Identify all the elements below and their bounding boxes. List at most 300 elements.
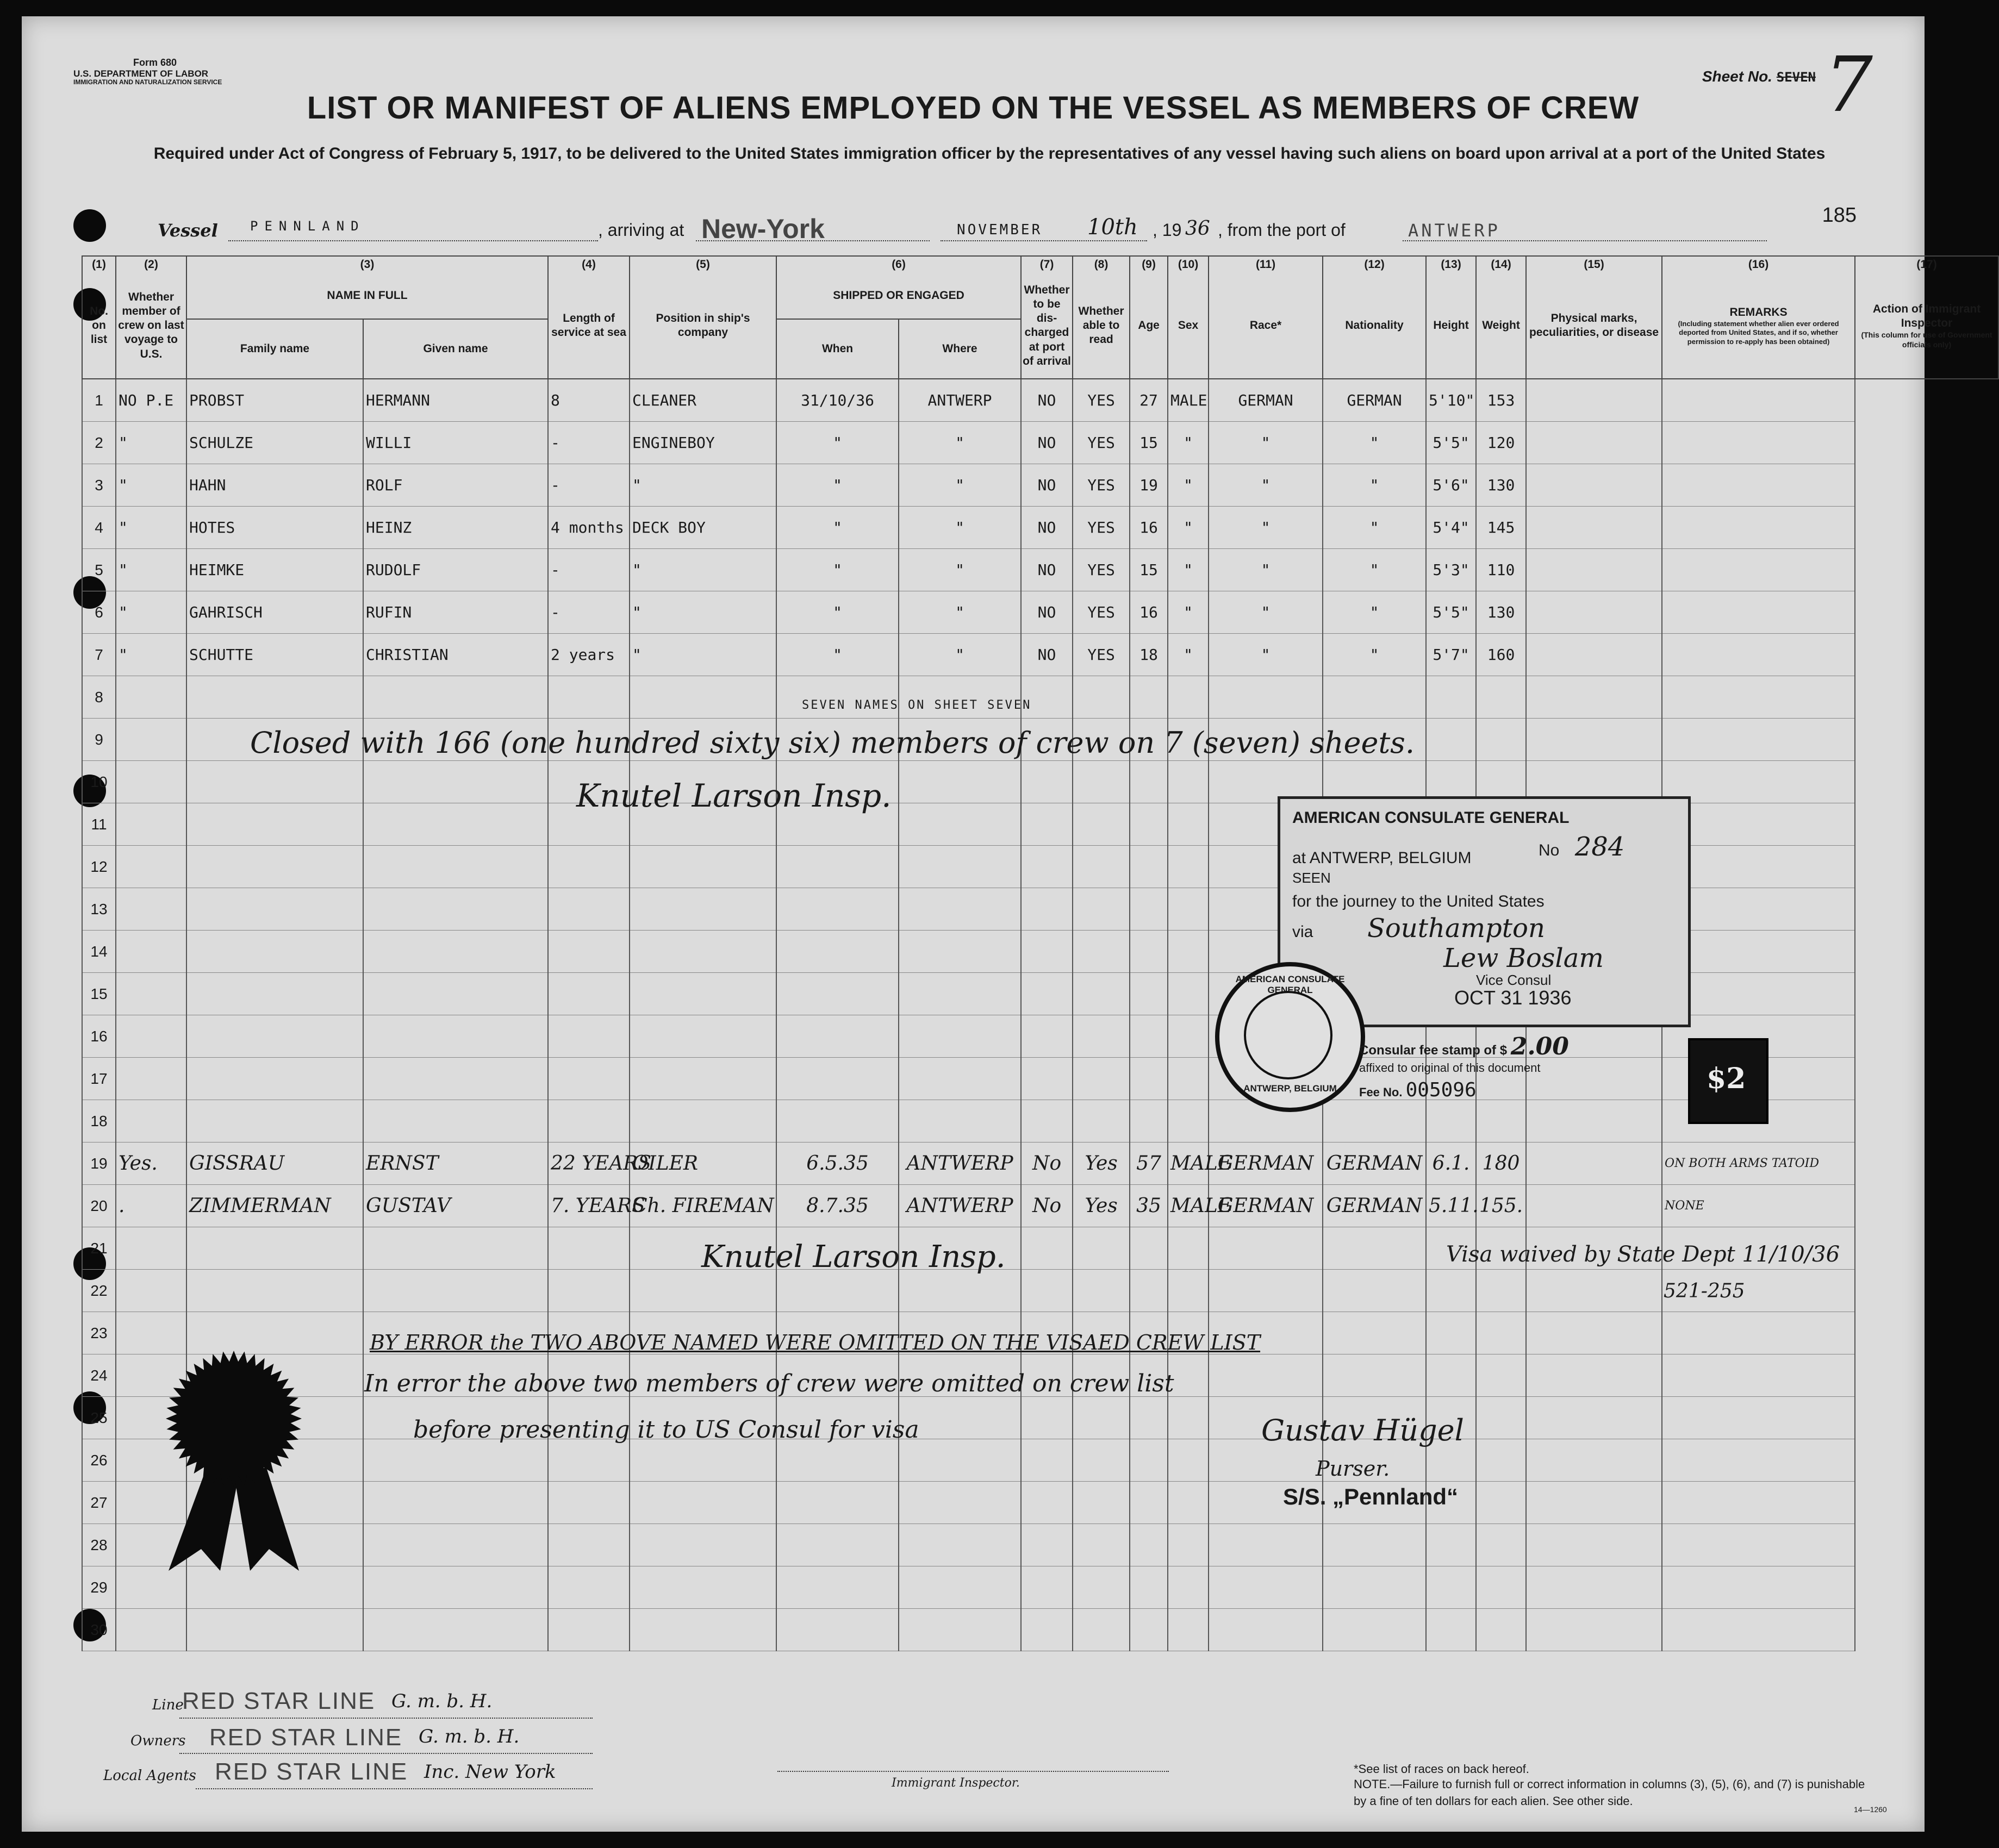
- cell-where: [899, 803, 1021, 846]
- cell-prev: [116, 973, 186, 1015]
- cell-position: [630, 846, 776, 888]
- col-13-num: (13): [1426, 256, 1476, 273]
- cell-height: [1426, 676, 1476, 719]
- cell-position: [630, 1015, 776, 1058]
- cell-height: [1426, 719, 1476, 761]
- cell-when: [776, 1439, 899, 1482]
- cell-age: [1130, 1227, 1168, 1270]
- seal-text-bottom: ANTWERP, BELGIUM: [1243, 1083, 1337, 1094]
- cell-when: 6.5.35: [776, 1142, 899, 1185]
- cell-marks: [1526, 719, 1662, 761]
- cell-sex: [1168, 1439, 1209, 1482]
- cell-remarks: [1662, 1482, 1855, 1524]
- cell-sex: [1168, 931, 1209, 973]
- cell-remarks: [1662, 1566, 1855, 1609]
- cell-position: [630, 1439, 776, 1482]
- cell-read: [1073, 1015, 1130, 1058]
- cell-where: [899, 888, 1021, 931]
- col-3-label: NAME IN FULL: [186, 273, 548, 319]
- cell-position: [630, 888, 776, 931]
- cell-sex: [1168, 846, 1209, 888]
- cell-age: 15: [1130, 422, 1168, 464]
- cell-prev: ": [116, 591, 186, 634]
- see-list-note: *See list of races on back hereof.: [1354, 1762, 1529, 1776]
- cell-read: [1073, 1058, 1130, 1100]
- table-row: [82, 846, 1998, 888]
- table-row: [82, 931, 1998, 973]
- cell-read: [1073, 1609, 1130, 1651]
- cell-given: [363, 1270, 548, 1312]
- cell-discharged: [1021, 1397, 1073, 1439]
- col-9-label: Age: [1130, 273, 1168, 379]
- cell-family: [186, 1227, 363, 1270]
- cell-read: [1073, 888, 1130, 931]
- cell-height: [1426, 1524, 1476, 1566]
- cell-remarks: [1662, 1439, 1855, 1482]
- cell-remarks: [1662, 846, 1855, 888]
- cell-discharged: [1021, 1482, 1073, 1524]
- cell-when: [776, 1015, 899, 1058]
- row-number: 12: [82, 846, 116, 888]
- cell-age: [1130, 1566, 1168, 1609]
- cell-race: [1209, 1270, 1323, 1312]
- cell-where: ANTWERP: [899, 1142, 1021, 1185]
- line-hand: G. m. b. H.: [391, 1690, 493, 1712]
- form-number: Form 680: [133, 57, 177, 68]
- consulate-no-label: No: [1539, 841, 1560, 859]
- cell-marks: [1526, 1185, 1662, 1227]
- cell-sex: MALE: [1168, 379, 1209, 422]
- cell-sex: [1168, 1524, 1209, 1566]
- year-prefix: , 19: [1153, 220, 1182, 240]
- vessel-line: [158, 220, 218, 241]
- cell-marks: [1526, 634, 1662, 676]
- cell-position: [630, 1058, 776, 1100]
- cell-where: ": [899, 507, 1021, 549]
- cell-given: [363, 803, 548, 846]
- col-7-num: (7): [1021, 256, 1073, 273]
- cell-when: ": [776, 507, 899, 549]
- cell-read: [1073, 1227, 1130, 1270]
- sheet-value: SEVEN: [1776, 70, 1816, 85]
- col-7-label: Whether to be dis-charged at port of arrival: [1021, 273, 1073, 379]
- cell-when: ": [776, 464, 899, 507]
- col-6-num: (6): [776, 256, 1021, 273]
- col-16-header: [1662, 273, 1855, 379]
- cell-discharged: [1021, 803, 1073, 846]
- col-12-num: (12): [1323, 256, 1426, 273]
- col-12-label: Nationality: [1323, 273, 1426, 379]
- cell-age: [1130, 1524, 1168, 1566]
- cell-marks: [1526, 464, 1662, 507]
- vessel-name: PENNLAND: [250, 218, 365, 234]
- agents-value: RED STAR LINE: [215, 1758, 408, 1785]
- cell-given: [363, 888, 548, 931]
- cell-where: [899, 973, 1021, 1015]
- vessel-label: Vessel: [158, 220, 218, 241]
- arriving-port: New-York: [701, 214, 825, 244]
- cell-position: [630, 1270, 776, 1312]
- cell-position: ": [630, 549, 776, 591]
- col-4-num: (4): [548, 256, 630, 273]
- cell-given: RUFIN: [363, 591, 548, 634]
- cell-remarks: [1662, 464, 1855, 507]
- col-1-num: (1): [82, 256, 116, 273]
- fee-no-label: Fee No.: [1359, 1085, 1403, 1099]
- table-row: [82, 1566, 1998, 1609]
- cell-race: ": [1209, 634, 1323, 676]
- cell-discharged: NO: [1021, 634, 1073, 676]
- cell-read: [1073, 1439, 1130, 1482]
- cell-marks: [1526, 1142, 1662, 1185]
- cell-sex: [1168, 761, 1209, 803]
- cell-sex: ": [1168, 549, 1209, 591]
- cell-prev: [116, 931, 186, 973]
- col-17-label: Action of Immigrant Inspector: [1872, 302, 1981, 329]
- penalty-note: NOTE.—Failure to furnish full or correct information in columns (3), (5), (6), and (7) is punishable by a fine of ten dollars for each alien. See other side.: [1354, 1777, 1865, 1808]
- cell-race: [1209, 1524, 1323, 1566]
- cell-remarks: [1662, 1312, 1855, 1354]
- cell-position: [630, 676, 776, 719]
- cell-weight: [1476, 1270, 1526, 1312]
- row-number: 7: [82, 634, 116, 676]
- sheet-label: Sheet No.: [1702, 68, 1772, 85]
- fee-label: Consular fee stamp of $: [1359, 1043, 1508, 1058]
- vice-consul-title: Vice Consul: [1476, 972, 1552, 988]
- cell-read: YES: [1073, 634, 1130, 676]
- col-17-num: (17): [1855, 256, 1998, 273]
- cell-where: ": [899, 634, 1021, 676]
- cell-when: [776, 1609, 899, 1651]
- col-6-sub-when: When: [776, 319, 899, 379]
- consulate-seal-stamp: [1215, 962, 1365, 1112]
- department: U.S. DEPARTMENT OF LABOR: [73, 68, 209, 79]
- row-number: 8: [82, 676, 116, 719]
- fee-stamp-value: $2: [1707, 1062, 1746, 1095]
- cell-given: ROLF: [363, 464, 548, 507]
- col-15-label: Physical marks, peculiarities, or disease: [1526, 273, 1662, 379]
- cell-family: ZIMMERMAN: [186, 1185, 363, 1227]
- cell-given: [363, 1227, 548, 1270]
- cell-age: [1130, 973, 1168, 1015]
- cell-service: 8: [548, 379, 630, 422]
- cell-age: [1130, 1482, 1168, 1524]
- col-6-sub-where: Where: [899, 319, 1021, 379]
- row-number: 19: [82, 1142, 116, 1185]
- cell-race: ": [1209, 549, 1323, 591]
- col-9-num: (9): [1130, 256, 1168, 273]
- cell-position: [630, 1482, 776, 1524]
- cell-nationality: GERMAN: [1323, 379, 1426, 422]
- cell-race: [1209, 1354, 1323, 1397]
- row-number: 3: [82, 464, 116, 507]
- cell-where: [899, 1270, 1021, 1312]
- cell-position: ": [630, 591, 776, 634]
- cell-nationality: [1323, 1270, 1426, 1312]
- cell-sex: ": [1168, 591, 1209, 634]
- arriving-label: , arriving at: [598, 220, 684, 240]
- cell-when: 31/10/36: [776, 379, 899, 422]
- cell-marks: [1526, 1609, 1662, 1651]
- cell-prev: [116, 803, 186, 846]
- cell-where: [899, 676, 1021, 719]
- cell-discharged: [1021, 888, 1073, 931]
- cell-race: ": [1209, 464, 1323, 507]
- cell-read: [1073, 846, 1130, 888]
- in-error-note-2: before presenting it to US Consul for visa: [413, 1416, 919, 1444]
- table-row: [82, 676, 1998, 719]
- sheet-number: [1702, 68, 1816, 85]
- purser-signature: Gustav Hügel: [1261, 1413, 1464, 1447]
- form-code: 14—1260: [1854, 1805, 1887, 1814]
- cell-sex: MALE: [1168, 1185, 1209, 1227]
- cell-service: [548, 1482, 630, 1524]
- cell-sex: [1168, 803, 1209, 846]
- cell-service: 2 years: [548, 634, 630, 676]
- col-16-num: (16): [1662, 256, 1855, 273]
- seal-text-top: AMERICAN CONSULATE GENERAL: [1235, 974, 1345, 995]
- cell-age: 15: [1130, 549, 1168, 591]
- cell-service: -: [548, 549, 630, 591]
- cell-position: CLEANER: [630, 379, 776, 422]
- cell-marks: [1526, 1270, 1662, 1312]
- arrival-month: NOVEMBER: [957, 222, 1043, 238]
- cell-given: [363, 1609, 548, 1651]
- page-subtitle: Required under Act of Congress of February 5, 1917, to be delivered to the United States immigration officer by the representatives of any vessel having such aliens on board upon arrival at a port of the United States: [153, 145, 1826, 163]
- cell-remarks: [1662, 549, 1855, 591]
- cell-height: 6.1.: [1426, 1142, 1476, 1185]
- cell-remarks: [1662, 591, 1855, 634]
- cell-service: [548, 1227, 630, 1270]
- table-row: [82, 591, 1998, 634]
- cell-given: [363, 1100, 548, 1142]
- cell-where: [899, 1015, 1021, 1058]
- cell-remarks: [1662, 634, 1855, 676]
- cell-service: [548, 1609, 630, 1651]
- cell-remarks: [1662, 888, 1855, 931]
- col-3-sub-family: Family name: [186, 319, 363, 379]
- row-number: 6: [82, 591, 116, 634]
- col-10-label: Sex: [1168, 273, 1209, 379]
- cell-read: [1073, 1566, 1130, 1609]
- row-number: 28: [82, 1524, 116, 1566]
- cell-given: RUDOLF: [363, 549, 548, 591]
- cell-height: [1426, 1312, 1476, 1354]
- cell-family: [186, 973, 363, 1015]
- cell-where: ": [899, 591, 1021, 634]
- cell-position: ": [630, 464, 776, 507]
- cell-given: [363, 1015, 548, 1058]
- table-row: [82, 1524, 1998, 1566]
- owners-label: Owners: [130, 1733, 186, 1749]
- row-number: 1: [82, 379, 116, 422]
- cell-weight: [1476, 1439, 1526, 1482]
- col-14-num: (14): [1476, 256, 1526, 273]
- col-10-num: (10): [1168, 256, 1209, 273]
- cell-weight: 180: [1476, 1142, 1526, 1185]
- consulate-location: at ANTWERP, BELGIUM: [1292, 849, 1472, 867]
- cell-remarks: [1662, 719, 1855, 761]
- cell-nationality: [1323, 1566, 1426, 1609]
- cell-nationality: [1323, 1100, 1426, 1142]
- cell-when: [776, 888, 899, 931]
- cell-where: ": [899, 464, 1021, 507]
- table-row: [82, 464, 1998, 507]
- cell-family: HAHN: [186, 464, 363, 507]
- cell-weight: [1476, 1609, 1526, 1651]
- cell-read: [1073, 1524, 1130, 1566]
- cell-read: YES: [1073, 464, 1130, 507]
- cell-sex: [1168, 1015, 1209, 1058]
- eagle-icon: [1244, 991, 1332, 1079]
- cell-given: [363, 1524, 548, 1566]
- col-15-num: (15): [1526, 256, 1662, 273]
- cell-discharged: No: [1021, 1185, 1073, 1227]
- cell-prev: [116, 1270, 186, 1312]
- cell-nationality: GERMAN: [1323, 1185, 1426, 1227]
- cell-service: [548, 1015, 630, 1058]
- cell-read: [1073, 676, 1130, 719]
- cell-height: 5'6": [1426, 464, 1476, 507]
- cell-sex: [1168, 973, 1209, 1015]
- cell-age: [1130, 1609, 1168, 1651]
- col-3-sub-given: Given name: [363, 319, 548, 379]
- cell-height: [1426, 1609, 1476, 1651]
- table-row: [82, 1482, 1998, 1524]
- table-row: [82, 1609, 1998, 1651]
- purser-title: Purser.: [1316, 1457, 1390, 1481]
- cell-when: ": [776, 591, 899, 634]
- cell-weight: [1476, 676, 1526, 719]
- cell-discharged: [1021, 1015, 1073, 1058]
- cell-discharged: NO: [1021, 549, 1073, 591]
- cell-prev: [116, 1058, 186, 1100]
- fee-number: [1359, 1079, 1477, 1101]
- cell-height: 5'3": [1426, 549, 1476, 591]
- cell-family: [186, 888, 363, 931]
- table-row: [82, 1439, 1998, 1482]
- cell-nationality: ": [1323, 634, 1426, 676]
- cell-sex: [1168, 1397, 1209, 1439]
- cell-weight: 145: [1476, 507, 1526, 549]
- cell-when: ": [776, 634, 899, 676]
- cell-nationality: [1323, 676, 1426, 719]
- cell-prev: [116, 1227, 186, 1270]
- cell-read: YES: [1073, 379, 1130, 422]
- fee-value: 2.00: [1510, 1033, 1569, 1060]
- agents-hand: Inc. New York: [424, 1761, 556, 1783]
- cell-discharged: [1021, 973, 1073, 1015]
- cell-where: ": [899, 549, 1021, 591]
- sheet-big-number: 7: [1824, 41, 1873, 129]
- cell-given: [363, 761, 548, 803]
- cell-remarks: [1662, 676, 1855, 719]
- cell-remarks: [1662, 379, 1855, 422]
- cell-discharged: [1021, 1270, 1073, 1312]
- cell-family: SCHUTTE: [186, 634, 363, 676]
- table-row: [82, 1142, 1998, 1185]
- row-number: 18: [82, 1100, 116, 1142]
- cell-when: ": [776, 549, 899, 591]
- cell-marks: [1526, 1100, 1662, 1142]
- agents-label: Local Agents: [103, 1768, 196, 1784]
- cell-age: [1130, 1397, 1168, 1439]
- table-row: [82, 634, 1998, 676]
- cell-weight: 160: [1476, 634, 1526, 676]
- cell-sex: [1168, 1566, 1209, 1609]
- footer: [82, 1674, 1916, 1837]
- cell-height: 5'5": [1426, 422, 1476, 464]
- cell-sex: [1168, 1482, 1209, 1524]
- cell-when: [776, 973, 899, 1015]
- table-row: [82, 973, 1998, 1015]
- cell-service: 22 YEARS: [548, 1142, 630, 1185]
- cell-discharged: [1021, 1439, 1073, 1482]
- cell-race: [1209, 1227, 1323, 1270]
- cell-read: [1073, 803, 1130, 846]
- cell-sex: [1168, 1058, 1209, 1100]
- vice-consul-signature: Lew Boslam: [1443, 943, 1604, 973]
- cell-service: -: [548, 464, 630, 507]
- cell-discharged: [1021, 1227, 1073, 1270]
- cell-family: SCHULZE: [186, 422, 363, 464]
- cell-remarks: [1662, 973, 1855, 1015]
- cell-sex: ": [1168, 634, 1209, 676]
- cell-where: [899, 1100, 1021, 1142]
- consulate-via-value: Southampton: [1367, 913, 1545, 944]
- col-16-label: REMARKS: [1729, 305, 1788, 319]
- row-number: 15: [82, 973, 116, 1015]
- cell-remarks: [1662, 931, 1855, 973]
- cell-when: [776, 931, 899, 973]
- cell-family: [186, 1015, 363, 1058]
- cell-given: GUSTAV: [363, 1185, 548, 1227]
- cell-family: PROBST: [186, 379, 363, 422]
- cell-discharged: [1021, 1100, 1073, 1142]
- cell-position: [630, 1100, 776, 1142]
- cell-height: [1426, 1566, 1476, 1609]
- visa-waived-note: Visa waived by State Dept 11/10/36: [1446, 1242, 1840, 1267]
- cell-prev: [116, 888, 186, 931]
- col-8-label: Whether able to read: [1073, 273, 1130, 379]
- cell-read: Yes: [1073, 1142, 1130, 1185]
- cell-marks: [1526, 507, 1662, 549]
- cell-given: [363, 1566, 548, 1609]
- col-8-num: (8): [1073, 256, 1130, 273]
- cell-given: [363, 1439, 548, 1482]
- row-number: 10: [82, 761, 116, 803]
- cell-position: [630, 931, 776, 973]
- cell-service: 4 months: [548, 507, 630, 549]
- cell-given: CHRISTIAN: [363, 634, 548, 676]
- cell-sex: MALE: [1168, 1142, 1209, 1185]
- col-2-num: (2): [116, 256, 186, 273]
- cell-position: Ch. FIREMAN: [630, 1185, 776, 1227]
- col-6-label: SHIPPED OR ENGAGED: [776, 273, 1021, 319]
- cell-nationality: [1323, 1354, 1426, 1397]
- table-row: [82, 507, 1998, 549]
- cell-height: 5'5": [1426, 591, 1476, 634]
- cell-family: [186, 1270, 363, 1312]
- cell-race: [1209, 676, 1323, 719]
- cell-remarks: [1662, 1609, 1855, 1651]
- cell-race: GERMAN: [1209, 379, 1323, 422]
- cell-when: [776, 676, 899, 719]
- cell-service: [548, 676, 630, 719]
- cell-marks: [1526, 1058, 1662, 1100]
- cell-remarks: [1662, 507, 1855, 549]
- cell-read: [1073, 973, 1130, 1015]
